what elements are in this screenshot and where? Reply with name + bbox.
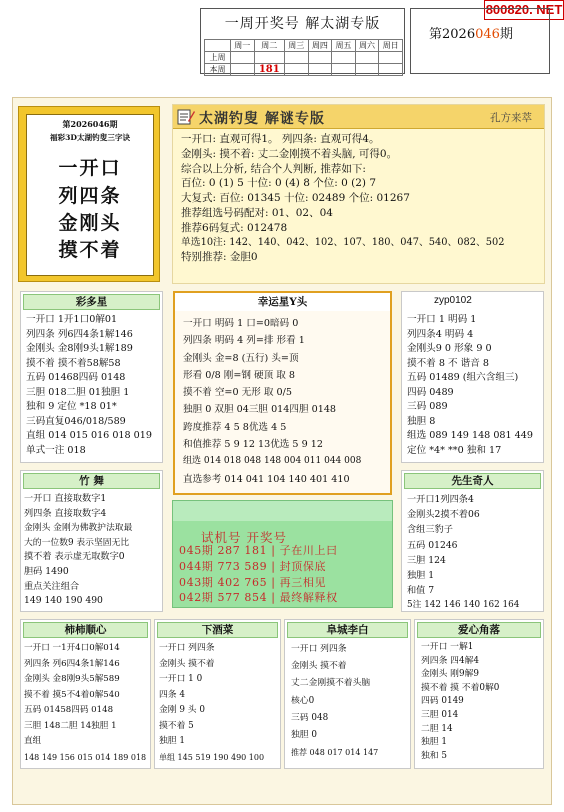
panel-bb xyxy=(20,619,151,769)
day-sat: 周六 xyxy=(355,40,379,52)
day-fri: 周五 xyxy=(332,40,356,52)
main-author: 孔方来萃 xyxy=(490,112,532,124)
main-line: 综合以上分析, 结合个人判断, 推荐如下: xyxy=(181,162,366,175)
main-line: 推荐6码复式: 012478 xyxy=(181,221,288,234)
main-line: 推荐组选号码配对: 01、02、04 xyxy=(181,206,333,219)
panel-zyp xyxy=(401,291,544,463)
poster-line-1: 一开口 xyxy=(58,157,122,179)
main-line: 单选10注: 142、140、042、102、107、180、047、540、082、502 xyxy=(181,236,505,248)
panel-title: 柿柿顺心 xyxy=(23,622,148,638)
panel-zhuwu xyxy=(20,470,163,612)
panel-caiduoxing xyxy=(20,291,163,463)
draw-row: 044期 773 589 | 封顶保底 xyxy=(179,559,327,573)
poster-subtitle: 福彩3D太湖钓叟三字诀 xyxy=(49,133,131,142)
main-line: 百位: 0 (1) 5 十位: 0 (4) 8 个位: 0 (2) 7 xyxy=(181,177,377,190)
day-wed: 周三 xyxy=(284,40,308,52)
issue-box xyxy=(410,8,550,74)
day-sun: 周日 xyxy=(379,40,403,52)
main-line: 特别推荐: 金胆0 xyxy=(181,251,258,264)
day-tue: 周二 xyxy=(254,40,284,52)
panel-title: 幸运星Y头 xyxy=(175,293,390,311)
panel-body: 一开口 1 明码 1 列四条4 明码 4 金刚头9 0 形象 9 0 摸不着 8 不 谐音 8 五码 01489 (组六含组三) 四码 0489 三码 089 独胆 8 组选 089 149 148 081 449 定位 *4* **0 独和 17 xyxy=(407,314,533,456)
weekly-draw-title: 一周开奖号 解太湖专版 xyxy=(224,16,381,32)
panel-xiawu xyxy=(154,619,281,769)
panel-title: 先生奇人 xyxy=(404,473,541,489)
panel-body: 一开口 列四条 金刚头 摸不着 丈二金刚摸不着头脑 核心0 三码 048 独胆 0 推荐 048 017 014 147 xyxy=(291,644,379,758)
draw-title: 试机号 开奖号 xyxy=(201,530,287,545)
draw-history xyxy=(172,500,393,608)
main-line: 金刚头: 摸不着: 丈二金刚摸不着头脑, 可得0。 xyxy=(181,147,398,160)
poster-issue: 第2026046期 xyxy=(62,119,118,129)
panel-title: 爱心角落 xyxy=(417,622,541,638)
panel-xiansheng xyxy=(401,470,544,612)
panel-body: 一开口 明码 1 口=0暗码 0 列四条 明码 4 列=排 形看 1 金刚头 金=8 (五行) 头=顶 形看 0/8 刚=钢 硬顶 取 8 摸不着 空=0 无形 取 0/5 独胆 0 双胆 04三胆 014四胆 0148 跨度推荐 4 5 8优选 4 5 和值推荐 5 9 12 13优选 5 9 12 组选 014 018 048 148 004 011 044 008 直选参考 014 041 104 140 401 410 xyxy=(183,318,362,485)
panel-body: 一开口 直接取数字1 列四条 直接取数字4 金刚头 金刚为佛教护法取最 大的一位数9 表示坚固无比 摸不着 表示虚无取数字0 胆码 1490 重点关注组合 149 140 190 490 xyxy=(24,493,133,607)
draw-top-strip xyxy=(173,501,392,521)
pen-icon xyxy=(177,108,195,125)
poster-line-3: 金刚头 xyxy=(58,212,122,234)
main-line: 大复式: 百位: 01345 十位: 02489 个位: 01267 xyxy=(181,192,410,205)
main-analysis xyxy=(172,104,545,284)
panel-body: 一开口 一1开4口0解014 列四条 列6四4条1解146 金刚头 金8刚9头5解589 摸不着 摸5不4着0解540 五码 01458四码 0148 三胆 148二胆 14独胆 1 直组 148 149 156 015 014 189 018 xyxy=(24,643,147,762)
main-title: 太湖钓叟 解谜专版 xyxy=(199,111,325,127)
main-line: 一开口: 直观可得1。 列四条: 直观可得4。 xyxy=(181,133,380,145)
panel-fucheng xyxy=(284,619,411,769)
main-header xyxy=(173,105,544,129)
panel-body: 一开口 列四条 金刚头 摸不着 一开口 1 0 四条 4 金刚 9 头 0 摸不着 5 独胆 1 单组 145 519 190 490 100 xyxy=(159,643,265,762)
panel-lucky xyxy=(173,291,392,495)
panel-title: 下酒菜 xyxy=(157,622,278,638)
weekly-draw-header xyxy=(200,8,405,74)
panel-body: 一开口 一解1 列四条 四4解4 金刚头 刚9解9 摸不着 摸 不着0解0 四码 0149 三胆 014 二胆 14 独胆 1 独和 5 xyxy=(421,642,500,761)
panel-body: 一开口 1开1口0解01 列四条 列6四4条1解146 金刚头 金8刚9头1解189 摸不着 摸不着58解58 五码 01468四码 0148 三胆 018二胆 01独胆 1 独和 9 定位 *18 01* 三码直复046/018/589 直组 014 015 016 018 019 单式一注 018 xyxy=(26,314,152,456)
draw-rows xyxy=(179,543,338,606)
panel-aixin xyxy=(414,619,544,769)
draw-row: 042期 577 854 | 最终解释权 xyxy=(179,591,338,605)
table-corner xyxy=(205,40,231,52)
panel-title: 竹 舞 xyxy=(23,473,160,489)
poster-line-4: 摸不着 xyxy=(58,239,122,261)
site-badge[interactable]: 800820. NET xyxy=(484,0,564,20)
row-this-week: 本周 xyxy=(205,64,231,76)
panel-title: zyp0102 xyxy=(404,294,541,310)
panel-title: 阜城李白 xyxy=(287,622,408,638)
panel-title: 彩多星 xyxy=(23,294,160,310)
main-body xyxy=(181,132,504,265)
row-last-week: 上周 xyxy=(205,52,231,64)
day-mon: 周一 xyxy=(231,40,255,52)
panel-body: 一开口1列四条4 金刚头2摸不着06 含组三豹子 五码 01246 三胆 124 独胆 1 和值 7 5注 142 146 140 162 164 xyxy=(407,494,520,611)
weekly-draw-table xyxy=(204,39,403,76)
issue-number: 第2026046期 xyxy=(429,27,513,42)
poster-line-2: 列四条 xyxy=(58,185,122,207)
day-thu: 周四 xyxy=(308,40,332,52)
this-week-tue-number: 181 xyxy=(254,64,284,76)
draw-row: 045期 287 181 | 子在川上曰 xyxy=(179,544,338,557)
riddle-poster xyxy=(18,106,160,282)
draw-row: 043期 402 765 | 再三相见 xyxy=(179,575,327,589)
